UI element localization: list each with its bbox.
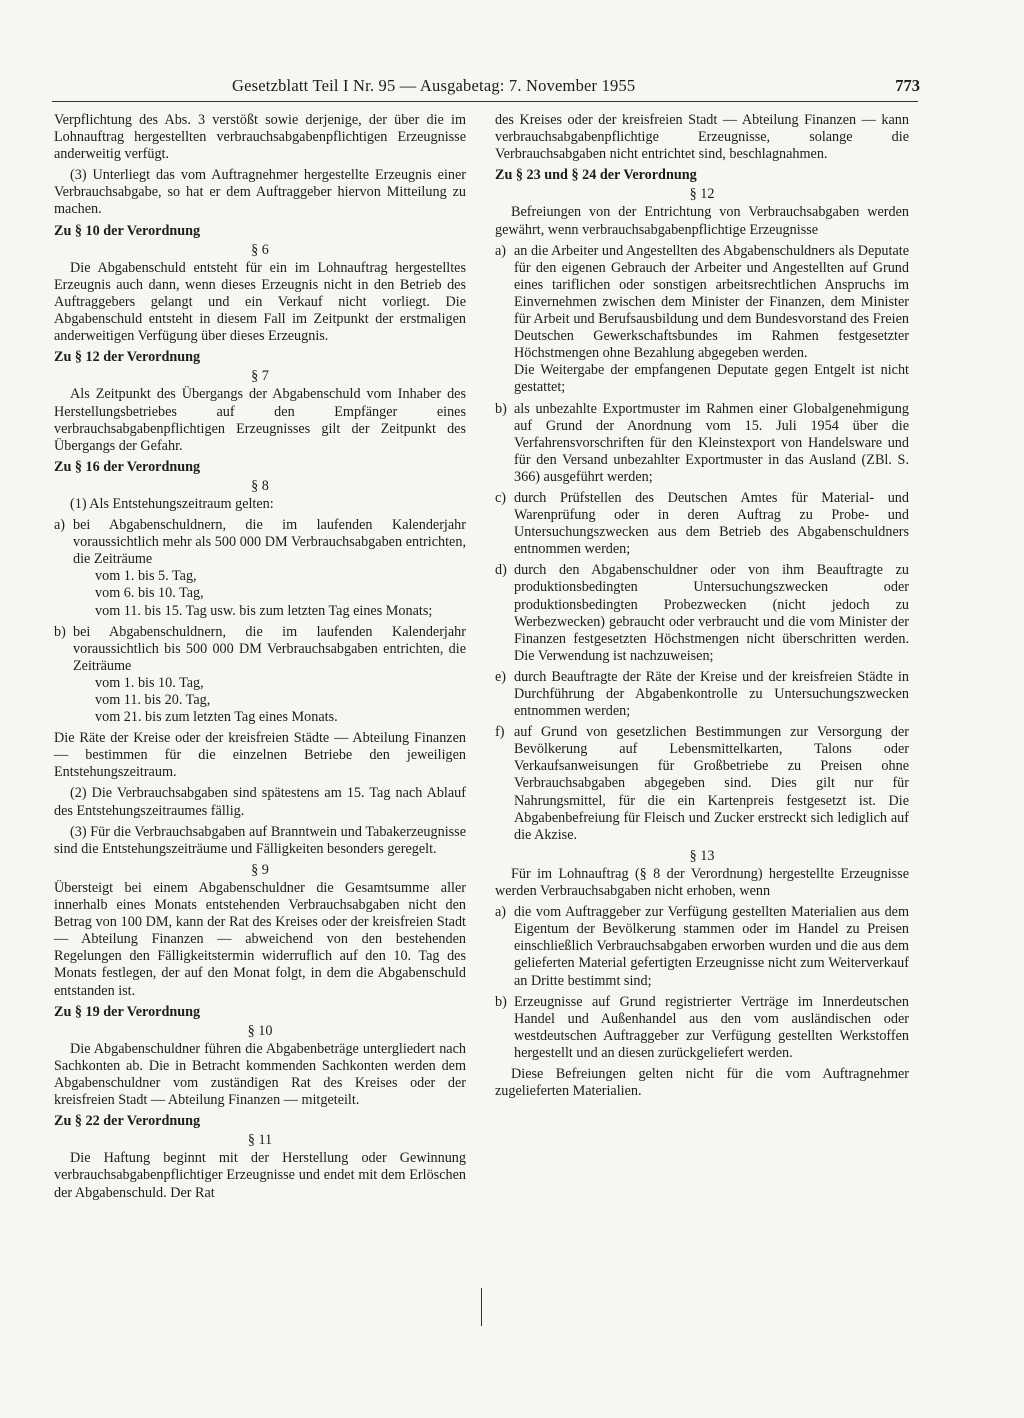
paragraph-number: § 10 bbox=[247, 1022, 273, 1039]
list-label: b) bbox=[54, 623, 66, 640]
paragraph: (3) Für die Verbrauchsabgaben auf Branntwein und Tabakerzeugnisse sind die Entstehungszeiträume und Fälligkeiten besonders geregelt. bbox=[54, 823, 466, 857]
list-label: f) bbox=[495, 724, 505, 741]
paragraph-number: § 13 bbox=[689, 847, 715, 864]
list-label: d) bbox=[495, 562, 507, 579]
list-item bbox=[495, 401, 909, 486]
period-line: vom 6. bis 10. Tag, bbox=[95, 585, 204, 602]
paragraph: Die Abgabenschuldner führen die Abgabenbeträge untergliedert nach Sachkonten ab. Die in Betracht kommenden Sachkonten werden dem Abgabenschuldner vom zuständigen Rat des Kreises oder der kreisfreien Stadt — Abteilung Finanzen — mitgeteilt. bbox=[54, 1040, 466, 1109]
section-heading: Zu § 19 der Verordnung bbox=[54, 1003, 201, 1020]
section-heading: Zu § 12 der Verordnung bbox=[54, 349, 201, 366]
list-item bbox=[495, 904, 909, 989]
header-rule bbox=[52, 101, 918, 102]
list-text: durch Beauftragte der Räte der Kreise und der kreisfreien Städte in Durchführung der Abgabenkontrolle zu Untersuchungszwecken entnommen werden; bbox=[514, 668, 909, 720]
list-item bbox=[495, 562, 909, 665]
period-line: vom 21. bis zum letzten Tag eines Monats. bbox=[95, 709, 338, 726]
list-item bbox=[54, 517, 466, 620]
list-text: an die Arbeiter und Angestellten des Abgabenschuldners als Deputate für den eigenen Gebrauch der Arbeiter und Angestellten auf Grund eines tariflichen oder sonstigen arbeitsrechtlichen Anspruchs im Einvernehmen zwischen dem Minister der Finanzen, dem Minister für Arbeit und Berufsausbildung und dem Bundesvorstand des Freien Deutschen Gewerkschaftsbundes im Rahmen festgesetzter Höchstmengen ohne Bezahlung abgegeben werden. bbox=[514, 242, 909, 362]
paragraph: (3) Unterliegt das vom Auftragnehmer hergestellte Erzeugnis einer Verbrauchsabgabe, so hat er dem Auftraggeber hiervon Mitteilung zu machen. bbox=[54, 167, 466, 218]
paragraph: Als Zeitpunkt des Übergangs der Abgabenschuld vom Inhaber des Herstellungsbetriebes auf den Empfänger eines verbrauchsabgabenpflichtigen Erzeugnisses gilt der Zeitpunkt des Übergangs der Gefahr. bbox=[54, 386, 466, 454]
list-item bbox=[54, 624, 466, 727]
period-line: vom 1. bis 5. Tag, bbox=[95, 568, 197, 585]
paragraph: Übersteigt bei einem Abgabenschuldner die Gesamtsumme aller innerhalb eines Monats entstehenden Verbrauchsabgaben nicht den Betrag von 100 DM, kann der Rat des Kreises oder der kreisfreien Stadt — Abteilung Finanzen — abweichend von den bestehenden Regelungen den Fälligkeitstermin widerruflich auf den 10. Tag des Monats festlegen, der auf den Monat folgt, in dem die Abgabenschuld entstanden ist. bbox=[54, 879, 466, 999]
list-text: durch Prüfstellen des Deutschen Amtes für Material- und Warenprüfung oder in deren Auftrag zu Probe- und Untersuchungszwecken aus dem Betrieb des Abgabenschuldners entnommen werden; bbox=[514, 489, 909, 558]
section-heading: Zu § 16 der Verordnung bbox=[54, 458, 201, 475]
paragraph: Diese Befreiungen gelten nicht für die vom Auftragnehmer zugelieferten Materialien. bbox=[495, 1065, 909, 1100]
left-column bbox=[54, 112, 466, 1206]
paragraph: Die Räte der Kreise oder der kreisfreien Städte — Abteilung Finanzen — bestimmen für die einzelnen Betriebe den jeweiligen Entstehungszeitraum. bbox=[54, 730, 466, 781]
list-text: die vom Auftraggeber zur Verfügung gestellten Materialien aus dem Eigentum der Bevölkerung stammen oder im Handel zu Preisen einschließlich Verbrauchsabgaben erworben wurden und die aus dem gelieferten Material gefertigten Erzeugnisse nicht zum Weiterverkauf an Dritte bestimmt sind; bbox=[514, 904, 909, 989]
list-item bbox=[495, 490, 909, 558]
paragraph: (2) Die Verbrauchsabgaben sind spätestens am 15. Tag nach Ablauf des Entstehungszeitraumes fällig. bbox=[54, 785, 466, 819]
paragraph-number: § 12 bbox=[689, 186, 715, 203]
section-heading: Zu § 10 der Verordnung bbox=[54, 222, 201, 239]
paragraph: Die Abgabenschuld entsteht für ein im Lohnauftrag hergestelltes Erzeugnis auch dann, wenn dieses Erzeugnis nicht in den Betrieb des Auftraggebers gelangt und ein Verkauf nicht vorliegt. Die Abgabenschuld entsteht in diesem Fall im Zeitpunkt der erstmaligen anderweitigen Verfügung über dieses Erzeugnis. bbox=[54, 259, 466, 345]
paragraph: (1) Als Entstehungszeitraum gelten: bbox=[70, 495, 274, 512]
list-text: Erzeugnisse auf Grund registrierter Verträge im Innerdeutschen Handel und Außenhandel aus den vom ausländischen oder westdeutschen Auftraggeber zur Verfügung gestellten Werkstoffen hergestellt und an diesen zurückgeliefert werden. bbox=[514, 993, 909, 1061]
paragraph: des Kreises oder der kreisfreien Stadt — Abteilung Finanzen — kann verbrauchsabgabenpflichtige Erzeugnisse, solange die Verbrauchsabgaben nicht entrichtet sind, beschlagnahmen. bbox=[495, 112, 909, 163]
list-text: als unbezahlte Exportmuster im Rahmen einer Globalgenehmigung auf Grund der Anordnung vom 15. Juli 1954 über die Verfahrensvorschriften für den Kleinstexport von Handelsware und für den Versand unbezahlter Exportmuster in das Ausland (ZBl. S. 366) ausgeführt werden; bbox=[514, 400, 909, 485]
list-item bbox=[495, 724, 909, 844]
paragraph: Die Haftung beginnt mit der Herstellung oder Gewinnung verbrauchsabgabenpflichtiger Erzeugnisse und endet mit dem Erlöschen der Abgabenschuld. Der Rat bbox=[54, 1150, 466, 1201]
list-label: e) bbox=[495, 668, 507, 685]
list-text: durch den Abgabenschuldner oder von ihm Beauftragte zu produktionsbedingten Untersuchungszwecken oder produktionsbedingten Probezwecken (nicht jedoch zu Werbezwecken) gebraucht oder verbraucht und die vom Minister der Finanzen festgesetzten Höchstmengen nicht überschritten werden. Die Verwendung ist nachzuweisen; bbox=[514, 562, 909, 664]
list-label: a) bbox=[495, 242, 507, 259]
list-text: bei Abgabenschuldnern, die im laufenden Kalenderjahr voraussichtlich bis 500 000 DM Verbrauchsabgaben entrichten, die Zeiträume bbox=[73, 623, 466, 674]
column-divider bbox=[481, 1288, 482, 1326]
paragraph-number: § 11 bbox=[247, 1132, 273, 1149]
list-label: c) bbox=[495, 489, 507, 506]
list-text: bei Abgabenschuldnern, die im laufenden Kalenderjahr voraussichtlich mehr als 500 000 DM Verbrauchsabgaben entrichten, die Zeiträume bbox=[73, 517, 466, 568]
list-label: b) bbox=[495, 400, 507, 417]
paragraph: Für im Lohnauftrag (§ 8 der Verordnung) hergestellte Erzeugnisse werden Verbrauchsabgaben nicht erhoben, wenn bbox=[495, 865, 909, 900]
period-line: vom 11. bis 15. Tag usw. bis zum letzten Tag eines Monats; bbox=[95, 602, 433, 619]
paragraph-number: § 6 bbox=[251, 241, 269, 258]
list-item bbox=[495, 669, 909, 720]
period-line: vom 11. bis 20. Tag, bbox=[95, 692, 211, 708]
page-number: 773 bbox=[895, 76, 920, 95]
paragraph: Befreiungen von der Entrichtung von Verbrauchsabgaben werden gewährt, wenn verbrauchsabgabenpflichtige Erzeugnisse bbox=[495, 204, 909, 238]
list-label: b) bbox=[495, 993, 507, 1010]
section-heading: Zu § 22 der Verordnung bbox=[54, 1113, 201, 1130]
header-title: Gesetzblatt Teil I Nr. 95 — Ausgabetag: 7. November 1955 bbox=[232, 76, 636, 95]
list-text: Die Weitergabe der empfangenen Deputate gegen Entgelt ist nicht gestattet; bbox=[514, 362, 909, 396]
paragraph-number: § 7 bbox=[251, 368, 269, 385]
period-line: vom 1. bis 10. Tag, bbox=[95, 674, 204, 691]
paragraph-number: § 8 bbox=[251, 477, 269, 494]
list-label: a) bbox=[54, 517, 66, 534]
list-item bbox=[495, 994, 909, 1062]
page-header bbox=[52, 76, 920, 100]
section-heading: Zu § 23 und § 24 der Verordnung bbox=[495, 167, 697, 184]
list-item bbox=[495, 243, 909, 397]
paragraph-number: § 9 bbox=[251, 861, 269, 878]
list-text: auf Grund von gesetzlichen Bestimmungen zur Versorgung der Bevölkerung auf Lebensmittelkarten, Talons oder Verkaufsanweisungen für Großbetriebe zu Preisen ohne Verbrauchsabgaben abgegeben sind. Dies gilt nur für Nahrungsmittel, für die ein Kartenpreis festgesetzt ist. Die Abgabenbefreiung für Fleisch und Zucker erstreckt sich lediglich auf die Akzise. bbox=[514, 724, 909, 843]
right-column bbox=[495, 112, 909, 1104]
paragraph: Verpflichtung des Abs. 3 verstößt sowie derjenige, der über die im Lohnauftrag hergestellten verbrauchsabgabenpflichtigen Erzeugnisse anderweitig verfügt. bbox=[54, 112, 466, 163]
list-label: a) bbox=[495, 904, 507, 921]
